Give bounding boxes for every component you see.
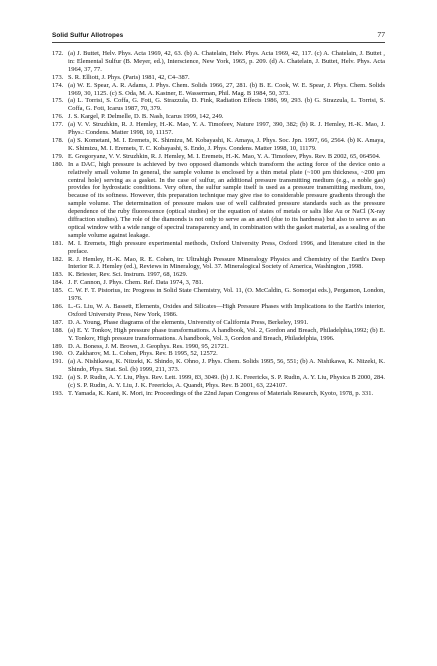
reference-number: 188. (52, 326, 64, 334)
page-header (52, 30, 385, 43)
reference-number: 174. (52, 81, 64, 89)
reference-item (52, 350, 385, 358)
reference-number: 184. (52, 279, 64, 287)
reference-item (52, 113, 385, 121)
reference-text: K. Briester, Rev. Sci. Instrum. 1997, 68, 1629. (68, 271, 188, 279)
reference-number: 189. (52, 342, 64, 350)
reference-text: (a) S. Kometani, M. I. Eremets, K. Shimizu, M. Kobayashi, K. Amaya, J. Phys. Soc. Jpn. 1997, 66, 2564. (b) K. Amaya, K. Shimizu, M. I. Eremets, T. C. Kobayashi, S. Endo, J. Phys. Condens. Matter 1998, 10, 11179. (68, 136, 385, 152)
reference-item (52, 303, 385, 319)
reference-number: 183. (52, 271, 64, 279)
reference-item (52, 240, 385, 256)
reference-number: 182. (52, 255, 64, 263)
reference-text: O. Zakharov, M. L. Cohen, Phys. Rev. B 1995, 52, 12572. (68, 350, 218, 358)
reference-item (52, 82, 385, 98)
reference-text: E. Gregoryanz, V. V. Struzhkin, R. J. Hemley, M. I. Eremets, H.-K. Mao, Y. A. Timofeev, Phys. Rev. B 2002, 65, 064504. (68, 152, 381, 160)
reference-item (52, 279, 385, 287)
reference-text: In a DAC, high pressure is achieved by two opposed diamonds which transform the acting force of the device onto a relatively small volume In general, the sample volume is enclosed by a thin metal plate (~100 μm thickness, ~200 μm central hole) serving as a gasket. In the case of sulfur, an additional pressure transmitting medium (e.g., a noble gas) provides for hydrostatic conditions. Very often, the sulfur sample itself is used as a pressure transmitting medium, too, because of its softness. However, this preparation technique may give rise to considerable pressure gradients through the sample volume. The determination of pressure makes use of well calibrated pressure standards such as the pressure dependence of the ruby fluorescence (optical studies) or the equation of states of metals or salts like Au or NaCl (X-ray diffraction studies). The role of the diamonds is not only to serve as an anvil (due to its hardness) but also to serve as an optical window with a wide range of spectral transparency and, in combination with the gasket material, as a sealing of the sample volume against leakage. (68, 160, 385, 239)
reference-item (52, 97, 385, 113)
reference-text: T. Yamada, K. Kani, K. Mori, in: Proceedings of the 22nd Japan Congress of Materials Research, Kyoto, 1978, p. 331. (68, 389, 374, 397)
reference-number: 179. (52, 152, 64, 160)
reference-text: (a) W. E. Spear, A. R. Adams, J. Phys. Chem. Solids 1966, 27, 281. (b) B. E. Cook, W. E. Spear, J. Phys. Chem. Solids 1969, 30, 1125. (c) S. Oda, M. A. Kastner, E. Wasserman, Phil. Mag. B 1984, 50, 373. (68, 81, 385, 97)
reference-number: 180. (52, 160, 64, 168)
reference-number: 178. (52, 136, 64, 144)
reference-number: 173. (52, 73, 64, 81)
reference-number: 175. (52, 97, 64, 105)
reference-number: 177. (52, 121, 64, 129)
reference-text: (a) E. Y. Tonkov, High pressure phase transformations. A handbook, Vol. 2, Gordon and Breach, Philadelphia,1992; (b) E. Y. Tonkov, High pressure transformations. A handbook, Vol. 3, Gordon and Breach, Philadelphia, 1996. (68, 326, 385, 342)
reference-list (52, 50, 385, 398)
reference-item (52, 153, 385, 161)
reference-number: 190. (52, 350, 64, 358)
page-number: 77 (377, 30, 385, 39)
reference-item (52, 121, 385, 137)
reference-item (52, 137, 385, 153)
reference-item (52, 327, 385, 343)
reference-text: C. W. F. T. Pistorius, in: Progress in Solid State Chemistry, Vol. 11, (O. McCaldin, G. Somorjai eds.), Pergamon, London, 1976. (68, 287, 385, 303)
reference-item (52, 374, 385, 390)
reference-item (52, 319, 385, 327)
reference-text: M. I. Eremets, High pressure experimental methods, Oxford University Press, Oxford 1996, and literature cited in the preface. (68, 239, 385, 255)
reference-item (52, 74, 385, 82)
reference-item (52, 50, 385, 74)
reference-text: D. A. Boness, J. M. Brown, J. Geophys. Res. 1990, 95, 21721. (68, 342, 229, 350)
reference-text: (a) S. P. Rudin, A. Y. Liu, Phys. Rev. Lett. 1999, 83, 3049. (b) J. K. Freericks, S. P. Rudin, A. Y. Liu, Physica B 2000, 284. (c) S. P. Rudin, A. Y. Liu, J. K. Freericks, A. Quandt, Phys. Rev. B 2001, 63, 224107. (68, 374, 385, 390)
reference-number: 192. (52, 374, 64, 382)
reference-item (52, 256, 385, 272)
reference-number: 191. (52, 358, 64, 366)
reference-text: (a) V. V. Struzhkin, R. J. Hemley, H.-K. Mao, Y. A. Timofeev, Nature 1997, 390, 382; (b) R. J. Hemley, H.-K. Mao, J. Phys.: Condens. Matter 1998, 10, 11157. (68, 121, 385, 137)
reference-text: (a) A. Nishikawa, K. Niizeki, K. Shindo, K. Ohno, J. Phys. Chem. Solids 1995, 56, 551; (b) A. Nishikawa, K. Niizeki, K. Shindo, Phys. Stat. Sol. (b) 1999, 211, 373. (68, 358, 385, 374)
reference-item (52, 287, 385, 303)
reference-text: J. F. Cannon, J. Phys. Chem. Ref. Data 1974, 3, 781. (68, 279, 204, 287)
reference-item (52, 390, 385, 398)
reference-item (52, 343, 385, 351)
reference-text: S. R. Elliott, J. Phys. (Paris) 1981, 42, C4–387. (68, 73, 190, 81)
reference-text: (a) L. Torrisi, S. Coffa, G. Foti, G. Strazzula, D. Fink, Radiation Effects 1986, 99, 293. (b) G. Strazzula, L. Torrisi, S. Coffa, G. Foti, Icarus 1987, 70, 379. (68, 97, 385, 113)
reference-text: L.-G. Liu, W. A. Bassett, Elements, Oxides and Silicates—High Pressure Phases with Implications to the Earth's interior, Oxford University Press, New York, 1986. (68, 303, 385, 318)
reference-number: 185. (52, 287, 64, 295)
reference-item (52, 358, 385, 374)
reference-text: R. J. Hemley, H.-K. Mao, R. E. Cohen, in: Ultrahigh Pressure Mineralogy Physics and Chemistry of the Earth's Deep Interior R. J. Hemley (ed.), Reviews in Mineralogy, Vol. 37. Mineralogical Society of America, Washington ,1998. (68, 255, 385, 271)
reference-item (52, 161, 385, 240)
reference-number: 176. (52, 113, 64, 121)
running-title: Solid Sulfur Allotropes (52, 32, 124, 39)
reference-text: D. A. Young, Phase diagrams of the elements, University of California Press, Berkeley, 1991. (68, 318, 309, 326)
reference-number: 186. (52, 303, 64, 310)
reference-number: 187. (52, 318, 64, 326)
reference-item (52, 271, 385, 279)
reference-number: 172. (52, 50, 64, 57)
reference-text: J. S. Kargel, P. Delmelle, D. B. Nash, Icarus 1999, 142, 249. (68, 113, 224, 121)
reference-text: (a) J. Buttet, Helv. Phys. Acta 1969, 42, 63. (b) A. Chatelain, Helv. Phys. Acta 1969, 42, 117. (c) A. Chatelain, J. Buttet , in: Elemental Sulfur (B. Meyer, ed.), Interscience, New York, 1965, p. 209. (d) A. Chatelain, J. Buttet, Helv. Phys. Acta 1964, 37, 77. (68, 50, 385, 73)
reference-number: 193. (52, 389, 64, 397)
reference-number: 181. (52, 239, 64, 247)
